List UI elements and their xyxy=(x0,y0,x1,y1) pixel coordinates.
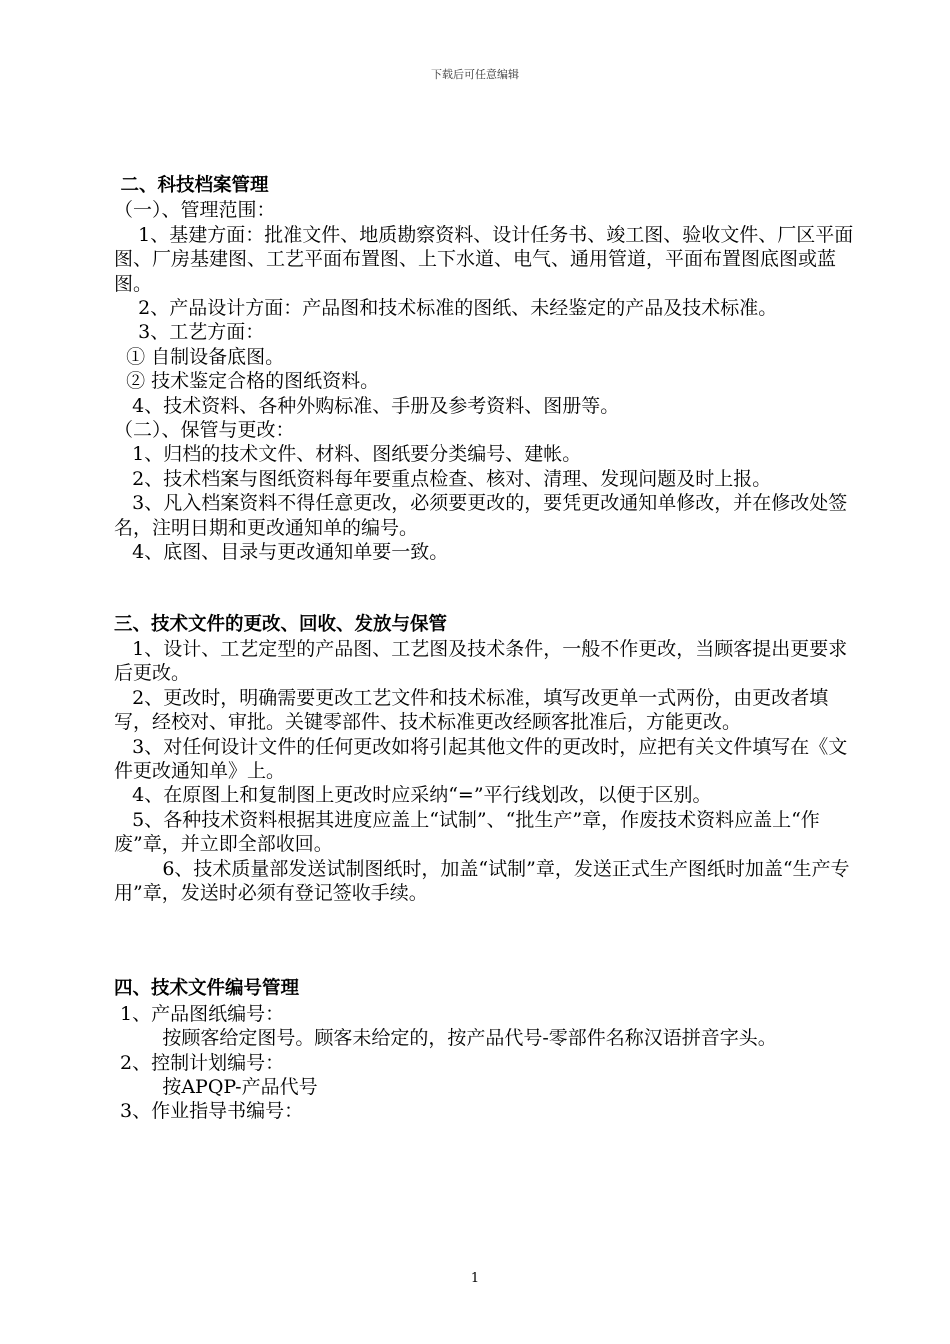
paragraph-line: 2、控制计划编号： xyxy=(114,1051,285,1074)
paragraph-line: 2、产品设计方面：产品图和技术标准的图纸、未经鉴定的产品及技术标准。 xyxy=(114,297,778,320)
paragraph-line: （二）、保管与更改： xyxy=(114,419,295,442)
section-heading-numbering: 四、技术文件编号管理 xyxy=(114,978,300,1000)
paragraph-line: ① 自制设备底图。 xyxy=(114,345,285,368)
paragraph-line: 1、设计、工艺定型的产品图、工艺图及技术条件，一般不作更改，当顾客提出更要求后更改。 xyxy=(114,637,848,685)
section-archives-body xyxy=(114,198,858,564)
section-changes-body xyxy=(114,637,858,905)
paragraph-line: 3、工艺方面： xyxy=(114,321,265,344)
paragraph-line: 3、凡入档案资料不得任意更改，必须要更改的，要凭更改通知单修改，并在修改处签名，注明日期和更改通知单的编号。 xyxy=(114,492,848,539)
paragraph-line: （一）、管理范围： xyxy=(114,199,276,222)
paragraph-line: 4、在原图上和复制图上更改时应采纳“=”平行线划改，以便于区别。 xyxy=(114,784,712,807)
paragraph-line: 6、技术质量部发送试制图纸时，加盖“试制”章，发送正式生产图纸时加盖“生产专用”章，发送时必须有登记签收手续。 xyxy=(114,857,850,904)
paragraph-line: 2、更改时，明确需要更改工艺文件和技术标准，填写改更单一式两份，由更改者填写，经校对、审批。关键零部件、技术标准更改经顾客批准后，方能更改。 xyxy=(114,686,829,734)
document-body xyxy=(114,174,858,1124)
page-number: 1 xyxy=(470,1271,480,1286)
page-header: 下载后可任意编辑 xyxy=(431,68,519,81)
paragraph-line: 3、对任何设计文件的任何更改如将引起其他文件的更改时，应把有关文件填写在《文件更改通知单》上。 xyxy=(114,735,848,782)
paragraph-line: 1、基建方面：批准文件、地质勘察资料、设计任务书、竣工图、验收文件、厂区平面图、厂房基建图、工艺平面布置图、上下水道、电气、通用管道，平面布置图底图或蓝图。 xyxy=(114,223,854,295)
section-heading-changes: 三、技术文件的更改、回收、发放与保管 xyxy=(114,613,448,635)
paragraph-line: 4、底图、目录与更改通知单要一致。 xyxy=(114,541,449,564)
paragraph-line: 1、产品图纸编号： xyxy=(114,1002,285,1025)
paragraph-line: 3、作业指导书编号： xyxy=(114,1100,304,1123)
section-numbering-body xyxy=(114,1002,858,1124)
paragraph-line: 按顾客给定图号。顾客未给定的，按产品代号-零部件名称汉语拼音字头。 xyxy=(114,1027,777,1050)
paragraph-line: 5、各种技术资料根据其进度应盖上“试制”、“批生产”章，作废技术资料应盖上“作废”章，并立即全部收回。 xyxy=(114,808,820,856)
section-heading-archives: 二、科技档案管理 xyxy=(114,175,269,196)
paragraph-line: ② 技术鉴定合格的图纸资料。 xyxy=(114,370,380,393)
paragraph-line: 按APQP-产品代号 xyxy=(114,1076,318,1098)
paragraph-line: 4、技术资料、各种外购标准、手册及参考资料、图册等。 xyxy=(114,394,620,417)
paragraph-line: 1、归档的技术文件、材料、图纸要分类编号、建帐。 xyxy=(114,443,582,466)
paragraph-line: 2、技术档案与图纸资料每年要重点检查、核对、清理、发现问题及时上报。 xyxy=(114,467,772,490)
